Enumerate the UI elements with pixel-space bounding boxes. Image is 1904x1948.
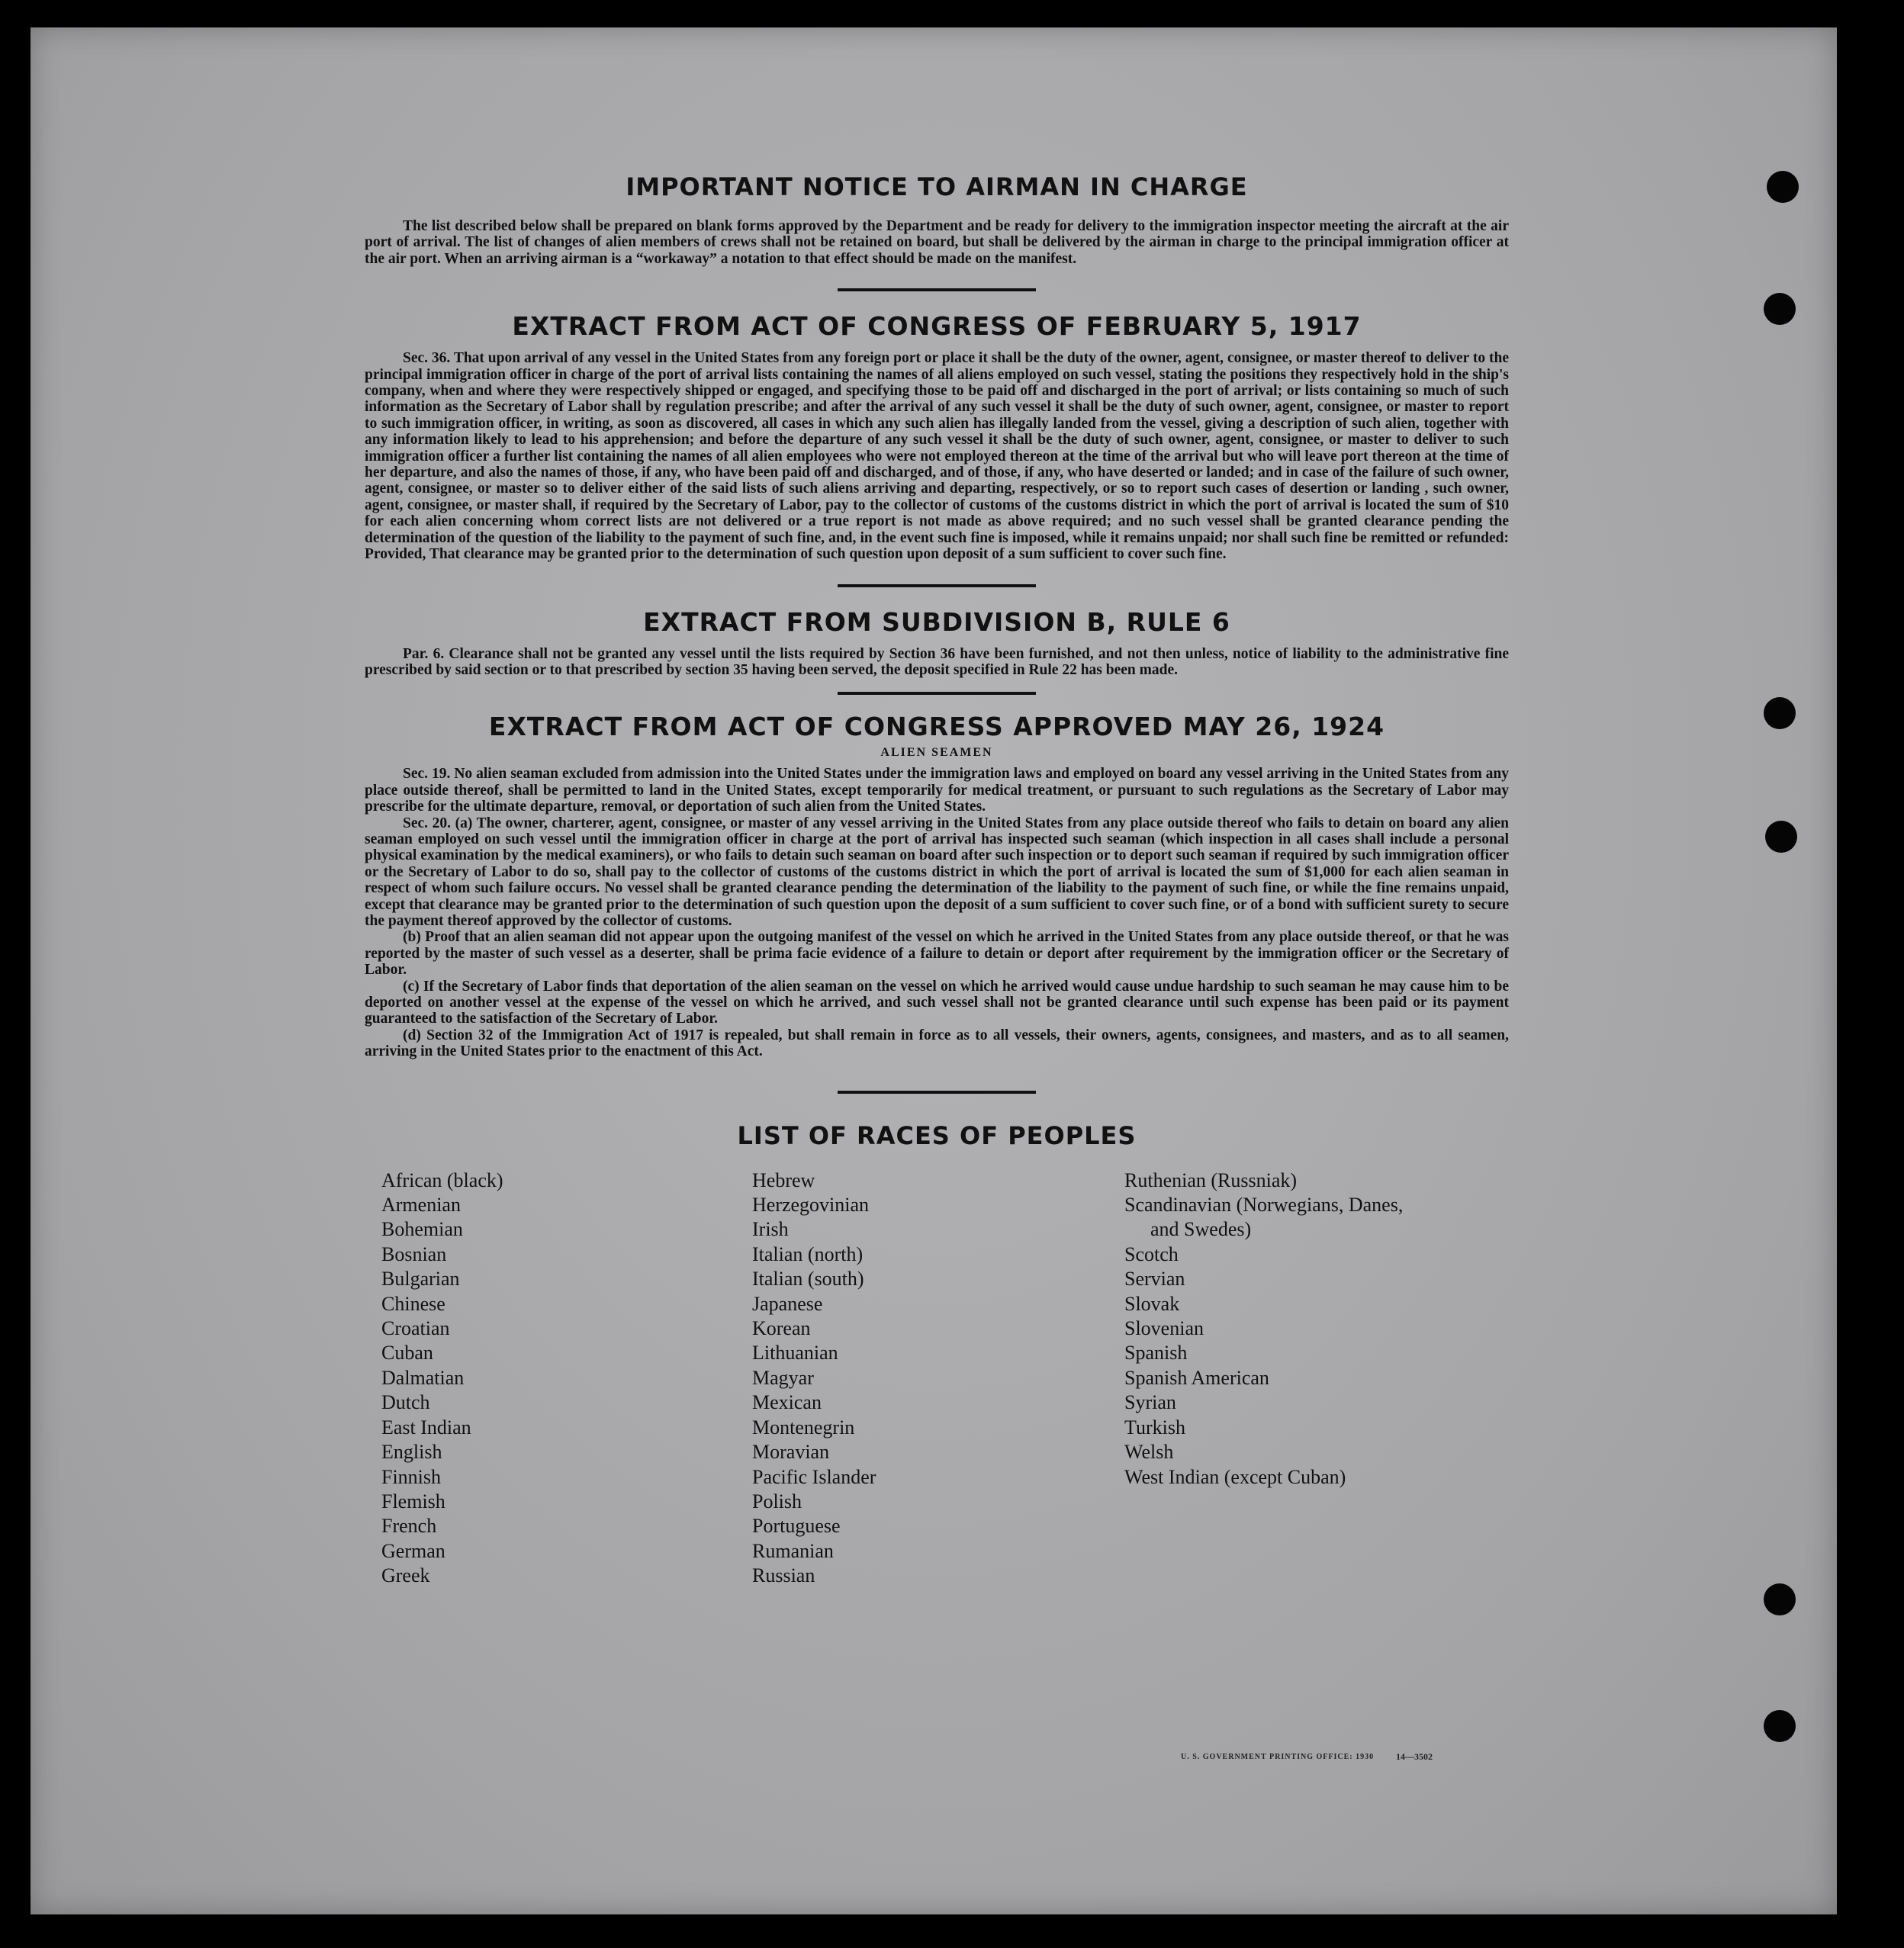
- race-item: African (black): [381, 1168, 503, 1191]
- race-item: Portuguese: [752, 1515, 841, 1538]
- race-item: Servian: [1124, 1268, 1185, 1291]
- sec-20d-text: (d) Section 32 of the Immigration Act of 1917 is repealed, but shall remain in force as to all vessels, their owners, agents, consignees, and masters, and as to all seamen, arriving in the United States prior to the enactment of this Act.: [365, 1027, 1509, 1060]
- race-item: Japanese: [752, 1292, 823, 1315]
- race-item: Irish: [752, 1218, 789, 1241]
- race-item: Montenegrin: [752, 1416, 855, 1438]
- race-item: Welsh: [1124, 1441, 1174, 1464]
- form-number: 14—3502: [1396, 1751, 1433, 1762]
- punch-hole: [1767, 171, 1799, 203]
- race-item: Dutch: [381, 1391, 430, 1414]
- punch-hole: [1764, 1710, 1796, 1742]
- divider: [838, 584, 1036, 587]
- divider: [838, 1091, 1036, 1094]
- race-item: Magyar: [752, 1366, 814, 1389]
- race-item: Pacific Islander: [752, 1465, 876, 1488]
- act-1924-title: EXTRACT FROM ACT OF CONGRESS APPROVED MAY 26, 1924: [488, 712, 1385, 742]
- race-item: East Indian: [381, 1416, 471, 1438]
- document-content: [365, 172, 1509, 1596]
- alien-seamen-subtitle: ALIEN SEAMEN: [880, 746, 993, 760]
- race-item: Scotch: [1124, 1242, 1179, 1265]
- printer-imprint: U. S. GOVERNMENT PRINTING OFFICE: 1930: [1181, 1753, 1375, 1761]
- races-column-1: [381, 1168, 503, 1589]
- race-item: Finnish: [381, 1465, 442, 1488]
- race-item: Rumanian: [752, 1539, 834, 1562]
- race-item: Korean: [752, 1317, 811, 1340]
- punch-hole: [1765, 821, 1797, 853]
- rule-6-text: Par. 6. Clearance shall not be granted any vessel until the lists required by Section 36 have been furnished, and not then unless, notice of liability to the administrative fine prescribed by said section or to that prescribed by section 35 having been served, the deposit specified in Rule 22 has been made.: [365, 645, 1509, 678]
- race-item: West Indian (except Cuban): [1124, 1465, 1346, 1488]
- race-item: Bosnian: [381, 1242, 447, 1265]
- race-item: French: [381, 1515, 437, 1538]
- race-item: Turkish: [1124, 1416, 1185, 1438]
- sec-20a-text: Sec. 20. (a) The owner, charterer, agent, consignee, or master of any vessel arriving in the United States from any place outside thereof who fails to detain on board any alien seaman employed on such vessel until the immigration officer in charge at the port of arrival has inspected such seaman (which inspection in all cases shall include a personal physical examination by the medical examiners), or who fails to detain such seaman on board after such inspection or to deport such seaman if required by such immigration officer or the Secretary of Labor to do so, shall pay to the collector of customs of the customs district in which the port of arrival is located the sum of $1,000 for each alien seaman in respect of whom such failure occurs. No vessel shall be granted clearance pending the determination of the liability to the payment of such fine, or while the fine remains unpaid, except that clearance may be granted prior to the determination of such question upon the deposit of a sum sufficient to cover such fine, or of a bond with sufficient surety to secure the payment thereof approved by the collector of customs.: [365, 815, 1509, 929]
- races-title: LIST OF RACES OF PEOPLES: [737, 1120, 1137, 1150]
- race-item: Spanish: [1124, 1342, 1188, 1365]
- race-item: Herzegovinian: [752, 1194, 870, 1217]
- race-item: Lithuanian: [752, 1342, 838, 1365]
- race-item: Greek: [381, 1564, 430, 1587]
- races-column-2: [752, 1168, 876, 1589]
- divider: [838, 692, 1036, 695]
- race-item: Chinese: [381, 1292, 445, 1315]
- race-item: Syrian: [1124, 1391, 1176, 1414]
- races-list: [365, 1168, 1509, 1596]
- race-item: Bulgarian: [381, 1268, 460, 1291]
- race-item: Slovenian: [1124, 1317, 1204, 1340]
- race-item: Spanish American: [1124, 1366, 1269, 1389]
- race-item: Ruthenian (Russniak): [1124, 1168, 1298, 1191]
- sec-20b-text: (b) Proof that an alien seaman did not appear upon the outgoing manifest of the vessel on which he arrived in the United States from any place outside thereof, or that he was reported by the master of such vessel as a deserter, shall be prima facie evidence of a failure to detain or deport after requirement by the immigration officer or the Secretary of Labor.: [365, 929, 1509, 979]
- act-1917-text: Sec. 36. That upon arrival of any vessel in the United States from any foreign port or place it shall be the duty of the owner, agent, consignee, or master thereof to deliver to the principal immigration officer in charge of the port of arrival lists containing the names of all aliens employed on such vessel, stating the positions they respectively hold in the ship's company, when and where they were respectively shipped or engaged, and specifying those to be paid off and discharged in the port of arrival; or lists containing so much of such information as the Secretary of Labor shall by regulation prescribe; and after the arrival of any such vessel it shall be the duty of such owner, agent, consignee, or master to report to such immigration officer, in writing, as soon as discovered, all cases in which any such alien has illegally landed from the vessel, giving a description of such alien, together with any information likely to lead to his apprehension; and before the departure of any such vessel it shall be the duty of such owner, agent, consignee, or master to deliver to such immigration officer a further list containing the names of all alien employees who were not employed thereon at the time of the arrival but who will leave port thereon at the time of her departure, and also the names of those, if any, who have been paid off and discharged, and of those, if any, who have deserted or landed; and in case of the failure of such owner, agent, consignee, or master so to deliver either of the said lists of such aliens arriving and departing, respectively, or so to report such cases of desertion or landing , such owner, agent, consignee, or master shall, if required by the Secretary of Labor, pay to the collector of customs of the customs district in which the port of arrival is located the sum of $10 for each alien concerning whom correct lists are not delivered or a true report is not made as above required; and no such vessel shall be granted clearance pending the determination of the question of the liability to the payment of such fine, and, in the event such fine is imposed, while it remains unpaid; nor shall such fine be remitted or refunded: Provided, That clearance may be granted prior to the determination of such question upon deposit of a sum sufficient to cover such fine.: [365, 350, 1509, 563]
- race-item: Polish: [752, 1490, 802, 1512]
- rule-6-title: EXTRACT FROM SUBDIVISION B, RULE 6: [643, 606, 1230, 637]
- notice-text: The list described below shall be prepared on blank forms approved by the Department and be ready for delivery to the immigration inspector meeting the aircraft at the air port of arrival. The list of changes of alien members of crews shall not be retained on board, but shall be delivered by the airman in charge to the principal immigration officer at the air port. When an arriving airman is a “workaway” a notation to that effect should be made on the manifest.: [365, 218, 1509, 267]
- races-column-3: [1124, 1168, 1403, 1490]
- race-item: Dalmatian: [381, 1366, 465, 1389]
- punch-hole: [1764, 1583, 1796, 1615]
- divider: [838, 288, 1036, 291]
- race-item: Bohemian: [381, 1218, 463, 1241]
- race-item: Cuban: [381, 1342, 433, 1365]
- race-item: Russian: [752, 1564, 815, 1587]
- race-item: Moravian: [752, 1441, 830, 1464]
- sec-19-text: Sec. 19. No alien seaman excluded from admission into the United States under the immigration laws and employed on board any vessel arriving in the United States from any place outside thereof, shall be permitted to land in the United States, except temporarily for medical treatment, or pursuant to such regulations as the Secretary of Labor may prescribe for the ultimate departure, removal, or deportation of such alien from the United States.: [365, 766, 1509, 815]
- race-item: German: [381, 1539, 445, 1562]
- race-item: Slovak: [1124, 1292, 1180, 1315]
- punch-hole: [1764, 697, 1796, 729]
- race-item-continuation: and Swedes): [1150, 1218, 1252, 1241]
- race-item: Scandinavian (Norwegians, Danes,: [1124, 1194, 1404, 1217]
- race-item: Italian (south): [752, 1268, 864, 1291]
- notice-title: IMPORTANT NOTICE TO AIRMAN IN CHARGE: [626, 172, 1248, 201]
- race-item: Hebrew: [752, 1168, 815, 1191]
- race-item: Flemish: [381, 1490, 445, 1512]
- act-1917-title: EXTRACT FROM ACT OF CONGRESS OF FEBRUARY 5, 1917: [512, 311, 1362, 342]
- race-item: Italian (north): [752, 1242, 864, 1265]
- punch-hole: [1764, 293, 1796, 325]
- race-item: Mexican: [752, 1391, 822, 1414]
- race-item: Croatian: [381, 1317, 450, 1340]
- race-item: Armenian: [381, 1194, 461, 1217]
- race-item: English: [381, 1441, 442, 1464]
- sec-20c-text: (c) If the Secretary of Labor finds that deportation of the alien seaman on the vessel on which he arrived would cause undue hardship to such seaman he may cause him to be deported on another vessel at the expense of the vessel on which he arrived, and such vessel shall not be granted clearance until such expense has been paid or its payment guaranteed to the satisfaction of the Secretary of Labor.: [365, 978, 1509, 1027]
